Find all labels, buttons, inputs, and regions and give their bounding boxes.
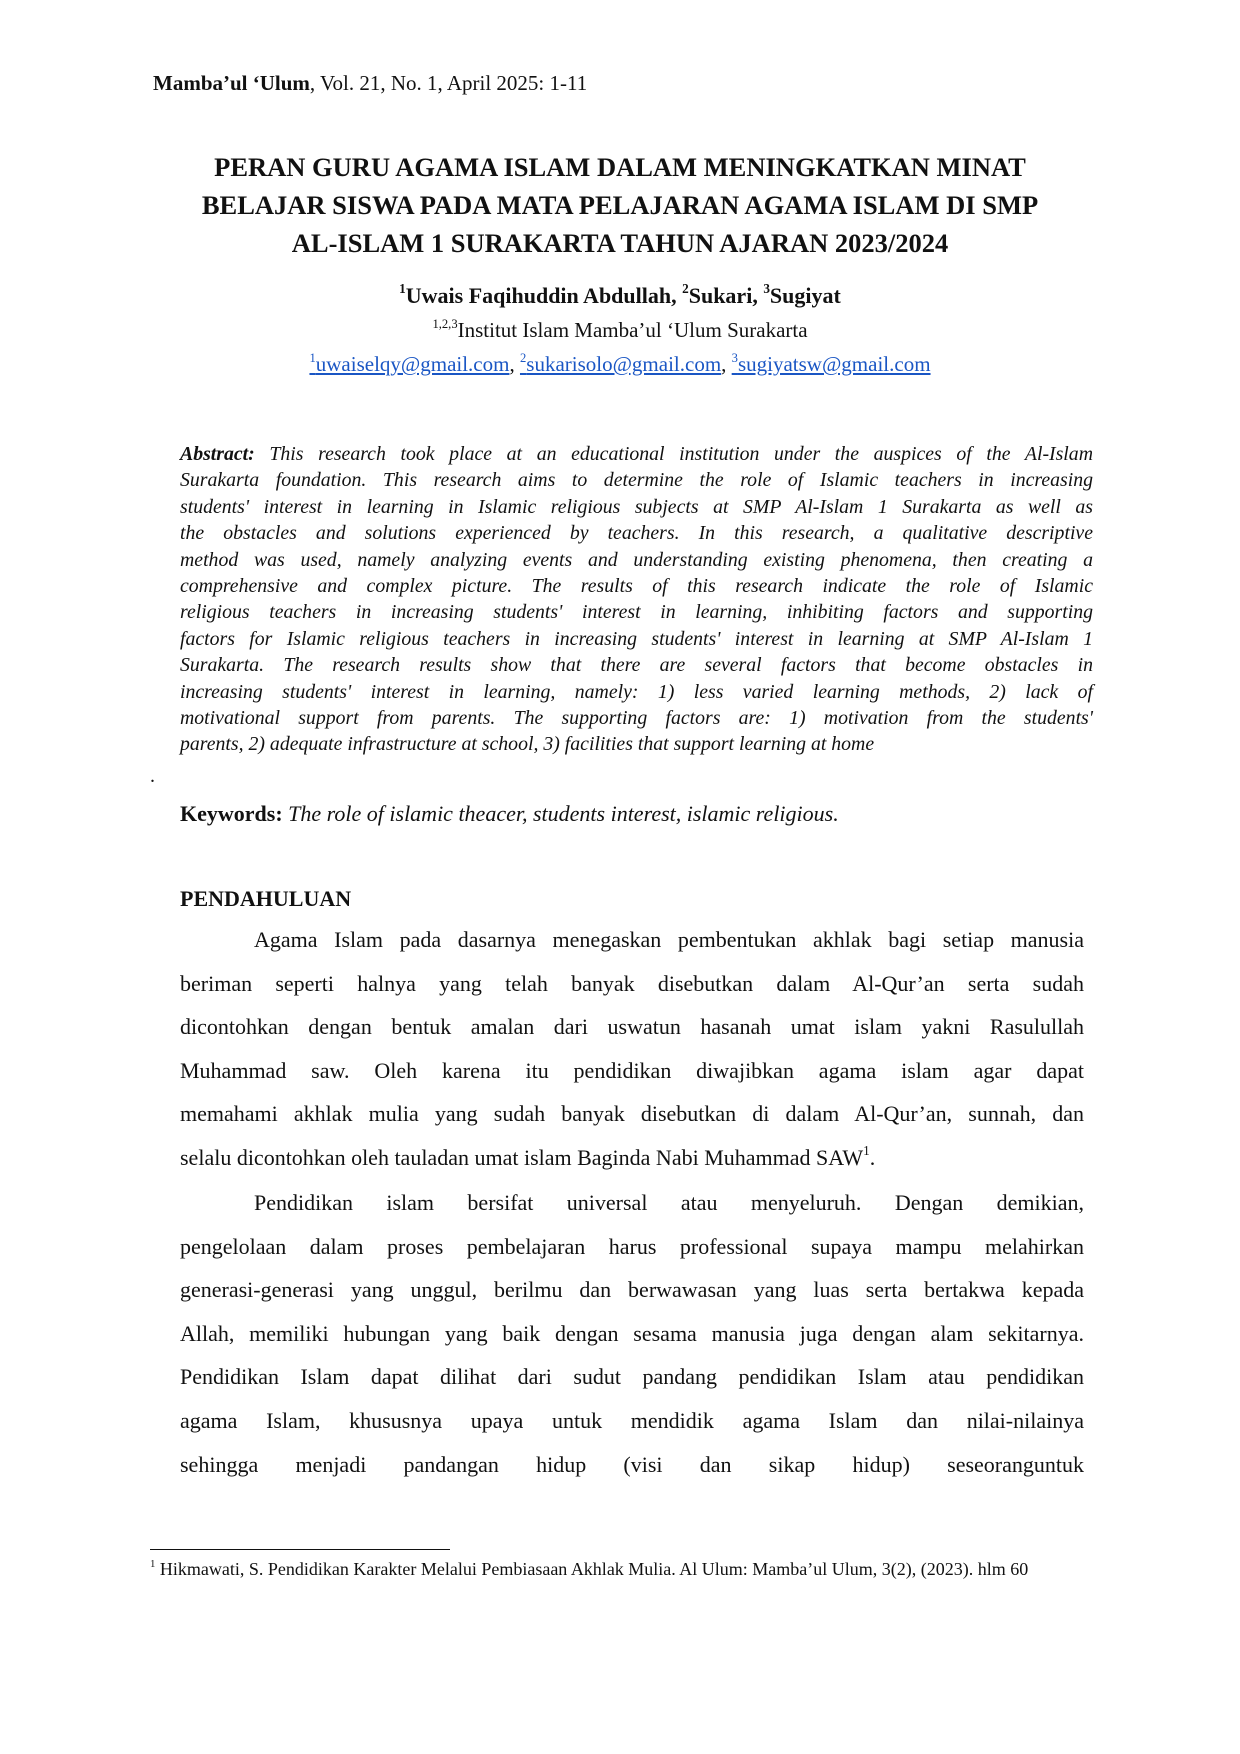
email-sup: 2 (519, 350, 527, 365)
abstract-line: method was used, namely analyzing events and understanding existing phenomena, then creating a (180, 548, 1093, 571)
paper-title (150, 148, 1090, 262)
abstract-line: comprehensive and complex picture. The results of this research indicate the role of Islamic (180, 574, 1093, 597)
title-line: PERAN GURU AGAMA ISLAM DALAM MENINGKATKAN MINAT (214, 152, 1026, 182)
abstract-line: factors for Islamic religious teachers in increasing students' interest in learning at SMP Al-Islam 1 (180, 627, 1093, 650)
author-separator: , (671, 283, 683, 308)
footnote-reference[interactable]: 1 (863, 1143, 870, 1159)
affiliation-name: Institut Islam Mamba’ul ‘Ulum Surakarta (457, 318, 808, 342)
affiliation-sup: 1,2,3 (432, 316, 458, 331)
paragraph-line: sehingga menjadi pandangan hidup (visi dan sikap hidup) seseoranguntuk (180, 1451, 1084, 1477)
email-sup: 1 (309, 350, 316, 365)
abstract-line: Surakarta. The research results show that there are several factors that become obstacles in (180, 654, 1093, 677)
author-name: Uwais Faqihuddin Abdullah (405, 283, 672, 308)
paragraph-line: Allah, memiliki hubungan yang baik dengan sesama manusia juga dengan alam sekitarnya. (180, 1320, 1084, 1346)
email-link[interactable] (520, 352, 721, 376)
footnote-divider (150, 1549, 450, 1550)
email-address: sukarisolo@gmail.com (526, 352, 722, 376)
paragraph-line: Pendidikan Islam dapat dilihat dari sudut pandang pendidikan Islam atau pendidikan (180, 1364, 1084, 1390)
paragraph-line: Agama Islam pada dasarnya menegaskan pembentukan akhlak bagi setiap manusia (254, 927, 1084, 952)
paragraph-line: memahami akhlak mulia yang sudah banyak disebutkan di dalam Al-Qur’an, sunnah, dan (180, 1101, 1084, 1127)
title-line: AL-ISLAM 1 SURAKARTA TAHUN AJARAN 2023/2024 (291, 228, 949, 258)
email-address: sugiyatsw@gmail.com (737, 352, 931, 376)
abstract-line: parents, 2) adequate infrastructure at school, 3) facilities that support learning at home (180, 733, 875, 756)
paragraph-line: Pendidikan islam bersifat universal atau menyeluruh. Dengan demikian, (254, 1190, 1084, 1215)
footnote (150, 1557, 1090, 1581)
abstract-line: the obstacles and solutions experienced by teachers. In this research, a qualitative descriptive (180, 522, 1093, 545)
paragraph-line (180, 1136, 1084, 1180)
author-sup: 3 (763, 281, 770, 297)
title-line: BELAJAR SISWA PADA MATA PELAJARAN AGAMA ISLAM DI SMP (201, 190, 1039, 220)
running-head (153, 70, 587, 96)
paragraph-line: agama Islam, khususnya upaya untuk mendidik agama Islam dan nilai-nilainya (180, 1407, 1084, 1433)
issue-info: , Vol. 21, No. 1, April 2025: 1-11 (309, 71, 588, 95)
abstract-line (180, 441, 1093, 467)
footnote-number: 1 (150, 1557, 156, 1570)
email-sup: 3 (731, 350, 738, 365)
paragraph-line: pengelolaan dalam proses pembelajaran harus professional supaya mampu melahirkan (180, 1233, 1084, 1259)
paragraph (180, 918, 1084, 1180)
footnote-text: Hikmawati, S. Pendidikan Karakter Melalui Pembiasaan Akhlak Mulia. Al Ulum: Mamba’ul Ulum, 3(2), (2023). hlm 60 (155, 1559, 1029, 1579)
author-list (150, 282, 1090, 310)
author-sup: 2 (682, 281, 689, 297)
keywords-label: Keywords: (180, 801, 283, 826)
paragraph-line: Muhammad saw. Oleh karena itu pendidikan diwajibkan agama islam agar dapat (180, 1057, 1084, 1083)
paragraph-line: beriman seperti halnya yang telah banyak disebutkan dalam Al-Qur’an serta sudah (180, 970, 1084, 996)
sentence-end: . (869, 1144, 876, 1170)
abstract-line-text: This research took place at an educational institution under the auspices of the Al-Islam (269, 443, 1093, 465)
journal-name: Mamba’ul ‘Ulum (153, 71, 310, 95)
abstract-line: motivational support from parents. The supporting factors are: 1) motivation from the students' (180, 706, 1093, 729)
paragraph-line: generasi-generasi yang unggul, berilmu dan berwawasan yang luas serta bertakwa kepada (180, 1277, 1084, 1303)
keywords-text: The role of islamic theacer, students interest, islamic religious. (282, 801, 839, 826)
email-link[interactable] (732, 352, 931, 376)
email-separator: , (721, 352, 732, 376)
stray-period: . (150, 765, 155, 787)
abstract-label: Abstract: (180, 443, 255, 465)
author-separator: , (752, 283, 764, 308)
author-sup: 1 (399, 281, 406, 297)
keywords (180, 800, 839, 828)
abstract-line: students' interest in learning in Islamic religious subjects at SMP Al-Islam 1 Surakarta as well as (180, 495, 1093, 518)
paragraph-line: dicontohkan dengan bentuk amalan dari uswatun hasanah umat islam yakni Rasulullah (180, 1014, 1084, 1040)
affiliation (150, 316, 1090, 344)
abstract-line: Surakarta foundation. This research aims to determine the role of Islamic teachers in increasing (180, 469, 1093, 492)
abstract-line: increasing students' interest in learning, namely: 1) less varied learning methods, 2) lack of (180, 680, 1093, 703)
author-name: Sukari (688, 283, 753, 308)
author-name: Sugiyat (769, 283, 841, 308)
abstract-line: religious teachers in increasing students' interest in learning, inhibiting factors and supporting (180, 601, 1093, 624)
section-heading: PENDAHULUAN (180, 886, 352, 911)
email-link[interactable] (309, 352, 509, 376)
email-separator: , (509, 352, 520, 376)
abstract (180, 441, 1093, 758)
paragraph-line-text: selalu dicontohkan oleh tauladan umat islam Baginda Nabi Muhammad SAW (180, 1144, 864, 1170)
email-address: uwaiselqy@gmail.com (315, 352, 510, 376)
paragraph (180, 1181, 1084, 1486)
email-list (150, 350, 1090, 378)
